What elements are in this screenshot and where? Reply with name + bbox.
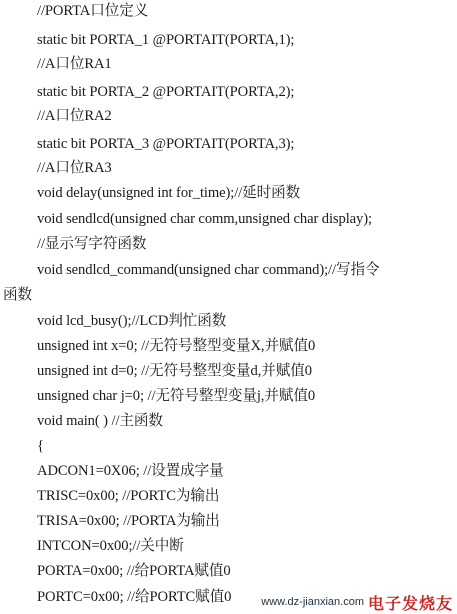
code-line-2: static bit PORTA_1 @PORTAIT(PORTA,1); bbox=[37, 32, 295, 48]
code-line-9: void sendlcd(unsigned char comm,unsigned char display); bbox=[37, 211, 372, 227]
code-line-18: { bbox=[37, 438, 44, 454]
code-line-11: void sendlcd_command(unsigned char command);//写指令 bbox=[37, 262, 380, 278]
code-line-8: void delay(unsigned int for_time);//延时函数 bbox=[37, 185, 301, 201]
watermark-logo: 电子发烧友 bbox=[367, 593, 453, 613]
code-line-22: INTCON=0x00;//关中断 bbox=[37, 538, 184, 554]
code-line-23: PORTA=0x00; //给PORTA赋值0 bbox=[37, 563, 231, 579]
code-line-3: //A口位RA1 bbox=[37, 56, 112, 72]
code-line-17: void main( ) //主函数 bbox=[37, 413, 163, 429]
site-watermark bbox=[261, 592, 453, 612]
code-line-5: //A口位RA2 bbox=[37, 108, 112, 124]
code-line-20: TRISC=0x00; //PORTC为输出 bbox=[37, 488, 220, 504]
code-line-15: unsigned int d=0; //无符号整型变量d,并赋值0 bbox=[37, 363, 312, 379]
code-line-14: unsigned int x=0; //无符号整型变量X,并赋值0 bbox=[37, 338, 316, 354]
code-line-7: //A口位RA3 bbox=[37, 160, 112, 176]
code-line-21: TRISA=0x00; //PORTA为输出 bbox=[37, 513, 220, 529]
code-line-19: ADCON1=0X06; //设置成字量 bbox=[37, 463, 224, 479]
code-line-4: static bit PORTA_2 @PORTAIT(PORTA,2); bbox=[37, 84, 295, 100]
code-line-12: 函数 bbox=[3, 287, 32, 303]
code-line-24: PORTC=0x00; //给PORTC赋值0 bbox=[37, 589, 232, 605]
code-line-13: void lcd_busy();//LCD判忙函数 bbox=[37, 313, 227, 329]
watermark-url: www.dz-jianxian.com bbox=[261, 596, 364, 608]
code-line-16: unsigned char j=0; //无符号整型变量j,并赋值0 bbox=[37, 388, 316, 404]
code-line-6: static bit PORTA_3 @PORTAIT(PORTA,3); bbox=[37, 136, 295, 152]
code-line-1: //PORTA口位定义 bbox=[37, 3, 149, 19]
code-line-10: //显示写字符函数 bbox=[37, 236, 147, 252]
